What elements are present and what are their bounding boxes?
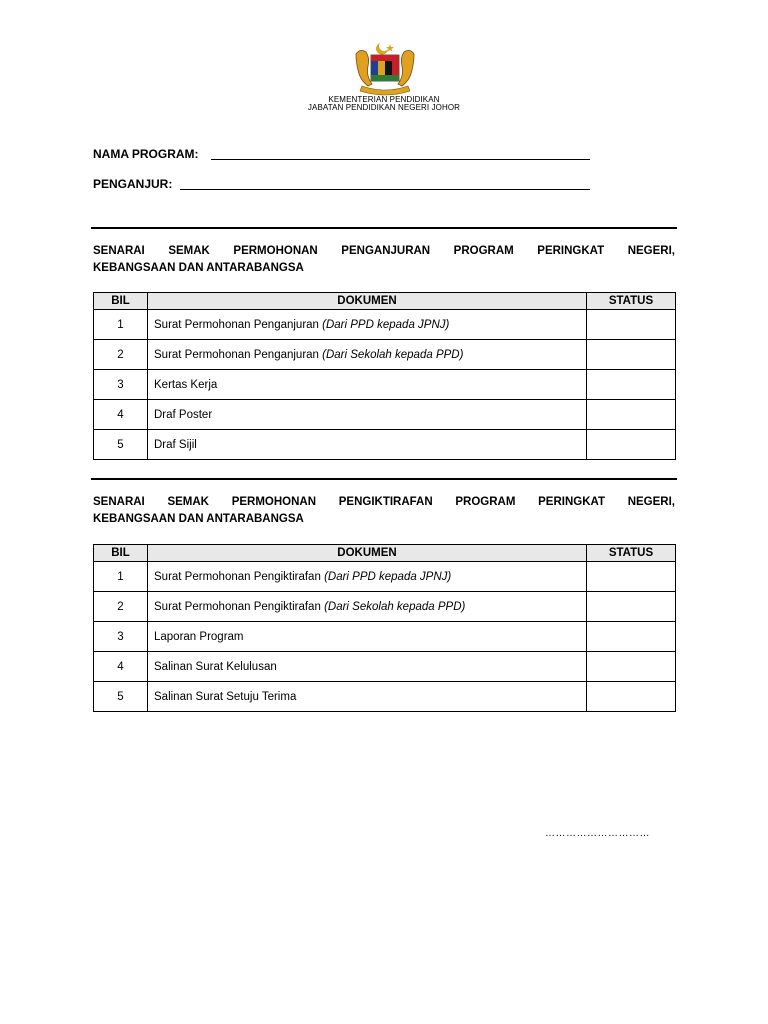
table-row <box>94 682 676 712</box>
section2-title-line1: SENARAI SEMAK PERMOHONAN PENGIKTIRAFAN PROGRAM PERINGKAT NEGERI, <box>93 496 675 508</box>
table-row <box>94 400 676 430</box>
row-doc <box>148 430 587 460</box>
doc-text: Salinan Surat Kelulusan <box>154 660 277 673</box>
table-row <box>94 592 676 622</box>
row-doc <box>148 682 587 712</box>
row-status-cell[interactable] <box>587 622 676 652</box>
col-status: STATUS <box>587 545 676 562</box>
doc-note: (Dari Sekolah kepada PPD) <box>322 348 464 361</box>
doc-text: Draf Poster <box>154 408 213 421</box>
header-department: JABATAN PENDIDIKAN NEGERI JOHOR <box>307 103 461 112</box>
col-status: STATUS <box>587 293 676 310</box>
signature-dotted-line: ………………………… <box>545 828 650 839</box>
row-status-cell[interactable] <box>587 370 676 400</box>
row-bil: 3 <box>94 370 148 400</box>
organizer-label: PENGANJUR: <box>93 177 173 191</box>
section1-title-line2: KEBANGSAAN DAN ANTARABANGSA <box>93 262 304 274</box>
section-divider <box>91 227 677 229</box>
row-bil: 4 <box>94 652 148 682</box>
row-bil: 5 <box>94 682 148 712</box>
coat-of-arms-icon <box>350 40 420 96</box>
organizer-line[interactable] <box>180 189 590 190</box>
table-header-row <box>94 293 676 310</box>
row-bil: 3 <box>94 622 148 652</box>
doc-text: Surat Permohonan Pengiktirafan <box>154 570 321 583</box>
row-doc <box>148 652 587 682</box>
doc-text: Surat Permohonan Penganjuran <box>154 348 319 361</box>
doc-note: (Dari PPD kepada JPNJ) <box>322 318 450 331</box>
row-bil: 2 <box>94 340 148 370</box>
section1-title <box>93 243 675 277</box>
table-row <box>94 652 676 682</box>
header-ministry: KEMENTERIAN PENDIDIKAN <box>328 95 440 104</box>
col-dokumen: DOKUMEN <box>148 545 587 562</box>
program-name-line[interactable] <box>211 159 590 160</box>
row-status-cell[interactable] <box>587 430 676 460</box>
doc-note: (Dari Sekolah kepada PPD) <box>324 600 466 613</box>
row-status-cell[interactable] <box>587 340 676 370</box>
row-status-cell[interactable] <box>587 592 676 622</box>
doc-text: Laporan Program <box>154 630 244 643</box>
doc-text: Surat Permohonan Penganjuran <box>154 318 319 331</box>
section2-checklist-table <box>93 544 676 712</box>
table-row <box>94 370 676 400</box>
col-bil: BIL <box>94 293 148 310</box>
row-status-cell[interactable] <box>587 652 676 682</box>
col-bil: BIL <box>94 545 148 562</box>
row-doc <box>148 340 587 370</box>
row-status-cell[interactable] <box>587 562 676 592</box>
row-doc <box>148 370 587 400</box>
row-status-cell[interactable] <box>587 310 676 340</box>
section-divider <box>91 478 677 480</box>
doc-text: Surat Permohonan Pengiktirafan <box>154 600 321 613</box>
doc-note: (Dari PPD kepada JPNJ) <box>324 570 452 583</box>
row-bil: 5 <box>94 430 148 460</box>
row-bil: 4 <box>94 400 148 430</box>
program-name-label: NAMA PROGRAM: <box>93 147 199 161</box>
doc-text: Kertas Kerja <box>154 378 218 391</box>
table-row <box>94 430 676 460</box>
section2-title <box>93 494 675 528</box>
row-doc <box>148 592 587 622</box>
col-dokumen: DOKUMEN <box>148 293 587 310</box>
row-doc <box>148 400 587 430</box>
row-doc <box>148 622 587 652</box>
row-status-cell[interactable] <box>587 400 676 430</box>
row-bil: 1 <box>94 310 148 340</box>
doc-text: Salinan Surat Setuju Terima <box>154 690 297 703</box>
table-row <box>94 340 676 370</box>
row-doc <box>148 562 587 592</box>
doc-text: Draf Sijil <box>154 438 197 451</box>
table-row <box>94 310 676 340</box>
row-status-cell[interactable] <box>587 682 676 712</box>
section1-checklist-table <box>93 292 676 460</box>
row-bil: 1 <box>94 562 148 592</box>
table-row <box>94 622 676 652</box>
section1-title-line1: SENARAI SEMAK PERMOHONAN PENGANJURAN PROGRAM PERINGKAT NEGERI, <box>93 245 675 257</box>
section2-title-line2: KEBANGSAAN DAN ANTARABANGSA <box>93 513 304 525</box>
row-bil: 2 <box>94 592 148 622</box>
table-row <box>94 562 676 592</box>
table-header-row <box>94 545 676 562</box>
row-doc <box>148 310 587 340</box>
